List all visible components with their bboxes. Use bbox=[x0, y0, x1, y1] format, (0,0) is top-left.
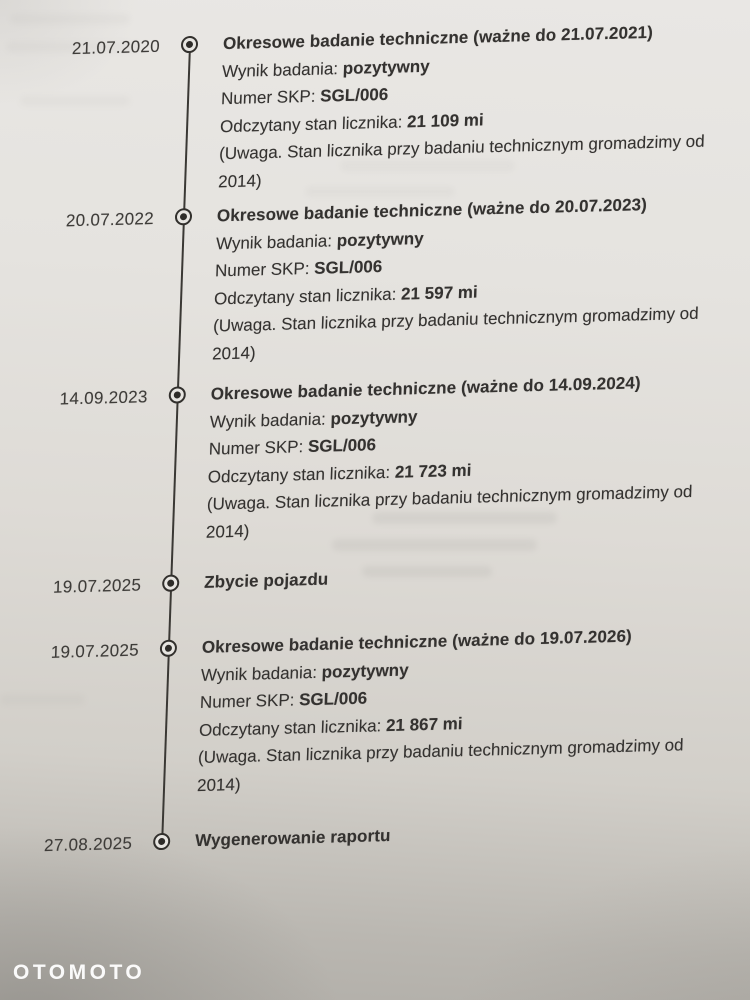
entry-title: Zbycie pojazdu bbox=[203, 569, 329, 592]
field-value: pozytywny bbox=[336, 228, 425, 250]
field-label: Odczytany stan licznika: bbox=[198, 715, 387, 740]
timeline-dot-icon bbox=[168, 386, 186, 403]
timeline-entry bbox=[0, 813, 722, 856]
entry-date: 14.09.2023 bbox=[59, 387, 149, 409]
field-label: Numer SKP: bbox=[220, 86, 321, 109]
timeline-entry bbox=[0, 367, 738, 542]
timeline-entry bbox=[1, 16, 750, 191]
timeline-entry bbox=[0, 189, 744, 364]
field-value: SGL/006 bbox=[298, 688, 368, 710]
entry-date: 19.07.2025 bbox=[52, 575, 142, 597]
field-label: Numer SKP: bbox=[208, 437, 309, 459]
entry-note: (Uwaga. Stan licznika przy badaniu technicznym gromadzimy od 2014) bbox=[217, 131, 705, 191]
timeline-entries bbox=[2, 0, 750, 856]
entry-title: Okresowe badanie techniczne (ważne do 21.07.2021) bbox=[222, 22, 654, 54]
field-value: pozytywny bbox=[330, 406, 418, 428]
entry-date: 21.07.2020 bbox=[71, 36, 161, 59]
entry-content bbox=[204, 556, 705, 597]
field-label: Wynik badania: bbox=[200, 662, 323, 685]
entry-title: Wygenerowanie raportu bbox=[194, 826, 391, 851]
field-value: pozytywny bbox=[342, 56, 431, 78]
field-value: pozytywny bbox=[321, 659, 409, 682]
otomoto-watermark: OTOMOTO bbox=[13, 961, 146, 984]
entry-date: 19.07.2025 bbox=[50, 640, 140, 662]
field-label: Numer SKP: bbox=[214, 258, 315, 281]
entry-title: Okresowe badanie techniczne (ważne do 19.07.2026) bbox=[201, 626, 633, 657]
entry-title: Okresowe badanie techniczne (ważne do 14.09.2024) bbox=[210, 373, 642, 404]
field-label: Wynik badania: bbox=[221, 58, 344, 81]
entry-content bbox=[197, 621, 703, 799]
timeline-entry bbox=[0, 555, 731, 597]
field-value: 21 109 mi bbox=[406, 109, 485, 131]
timeline-entry bbox=[0, 620, 729, 795]
field-value: SGL/006 bbox=[313, 257, 383, 278]
timeline-dot-icon bbox=[160, 640, 178, 657]
entry-content bbox=[205, 367, 711, 545]
field-label: Odczytany stan licznika: bbox=[213, 284, 402, 308]
field-label: Numer SKP: bbox=[199, 690, 300, 712]
field-value: SGL/006 bbox=[319, 84, 389, 106]
entry-note: (Uwaga. Stan licznika przy badaniu technicznym gromadzimy od 2014) bbox=[205, 481, 693, 542]
field-label: Odczytany stan licznika: bbox=[207, 462, 396, 487]
field-value: 21 867 mi bbox=[385, 713, 463, 735]
entry-note: (Uwaga. Stan licznika przy badaniu technicznym gromadzimy od 2014) bbox=[196, 735, 684, 795]
entry-date: 20.07.2022 bbox=[65, 208, 155, 231]
field-label: Wynik badania: bbox=[215, 230, 338, 253]
entry-content bbox=[195, 814, 696, 855]
timeline-line bbox=[161, 45, 191, 842]
field-value: SGL/006 bbox=[307, 435, 377, 457]
timeline-dot-icon bbox=[181, 36, 199, 53]
entry-title: Okresowe badanie techniczne (ważne do 20.07.2023) bbox=[216, 195, 648, 226]
field-value: 21 597 mi bbox=[400, 282, 478, 304]
entry-note: (Uwaga. Stan licznika przy badaniu technicznym gromadzimy od 2014) bbox=[211, 303, 699, 364]
timeline-dot-icon bbox=[175, 208, 193, 225]
field-label: Odczytany stan licznika: bbox=[219, 111, 408, 136]
entry-date: 27.08.2025 bbox=[43, 833, 133, 856]
field-value: 21 723 mi bbox=[394, 460, 472, 482]
entry-content bbox=[212, 189, 718, 367]
entry-content bbox=[218, 17, 724, 195]
timeline-dot-icon bbox=[162, 574, 180, 591]
field-label: Wynik badania: bbox=[209, 408, 331, 432]
timeline-dot-icon bbox=[153, 833, 171, 850]
